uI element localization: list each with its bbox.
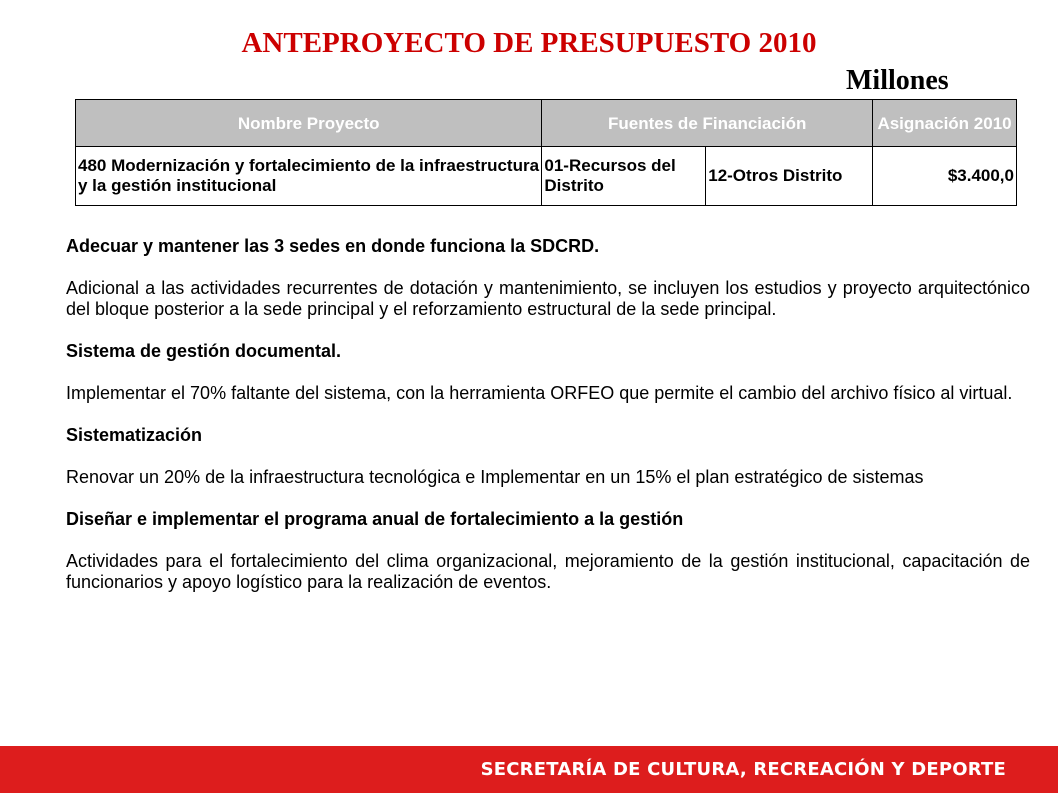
header-funding-sources: Fuentes de Financiación xyxy=(542,100,873,147)
units-label: Millones xyxy=(846,65,949,96)
section-text-4: Actividades para el fortalecimiento del clima organizacional, mejoramiento de la gestión institucional, capacitación de funcionarios y apoyo logístico para la realización de eventos. xyxy=(66,551,1030,592)
body-text xyxy=(66,236,1030,614)
section-text-2: Implementar el 70% faltante del sistema, con la herramienta ORFEO que permite el cambio del archivo físico al virtual. xyxy=(66,383,1013,403)
footer-bar xyxy=(0,746,1058,793)
section-text-1: Adicional a las actividades recurrentes de dotación y mantenimiento, se incluyen los estudios y proyecto arquitectónico del bloque posterior a la sede principal y el reforzamiento estructural de la sede principal. xyxy=(66,278,1030,319)
header-project-name: Nombre Proyecto xyxy=(76,100,542,147)
cell-source-1: 01-Recursos del Distrito xyxy=(542,147,706,206)
table-header-row xyxy=(76,100,1017,147)
table-row xyxy=(76,147,1017,206)
section-heading-1: Adecuar y mantener las 3 sedes en donde funciona la SDCRD. xyxy=(66,236,600,256)
header-assignment: Asignación 2010 xyxy=(873,100,1017,147)
section-heading-2: Sistema de gestión documental. xyxy=(66,341,342,361)
cell-amount: $3.400,0 xyxy=(873,147,1017,206)
section-heading-3: Sistematización xyxy=(66,425,203,445)
budget-table xyxy=(75,99,1017,206)
cell-source-2: 12-Otros Distrito xyxy=(706,147,873,206)
cell-project-name: 480 Modernización y fortalecimiento de la infraestructura y la gestión institucional xyxy=(76,147,542,206)
section-heading-4: Diseñar e implementar el programa anual de fortalecimiento a la gestión xyxy=(66,509,684,529)
page-title: ANTEPROYECTO DE PRESUPUESTO 2010 xyxy=(241,27,817,59)
footer-text: SECRETARÍA DE CULTURA, RECREACIÓN Y DEPORTE xyxy=(480,759,1006,780)
section-text-3: Renovar un 20% de la infraestructura tecnológica e Implementar en un 15% el plan estratégico de sistemas xyxy=(66,467,924,487)
